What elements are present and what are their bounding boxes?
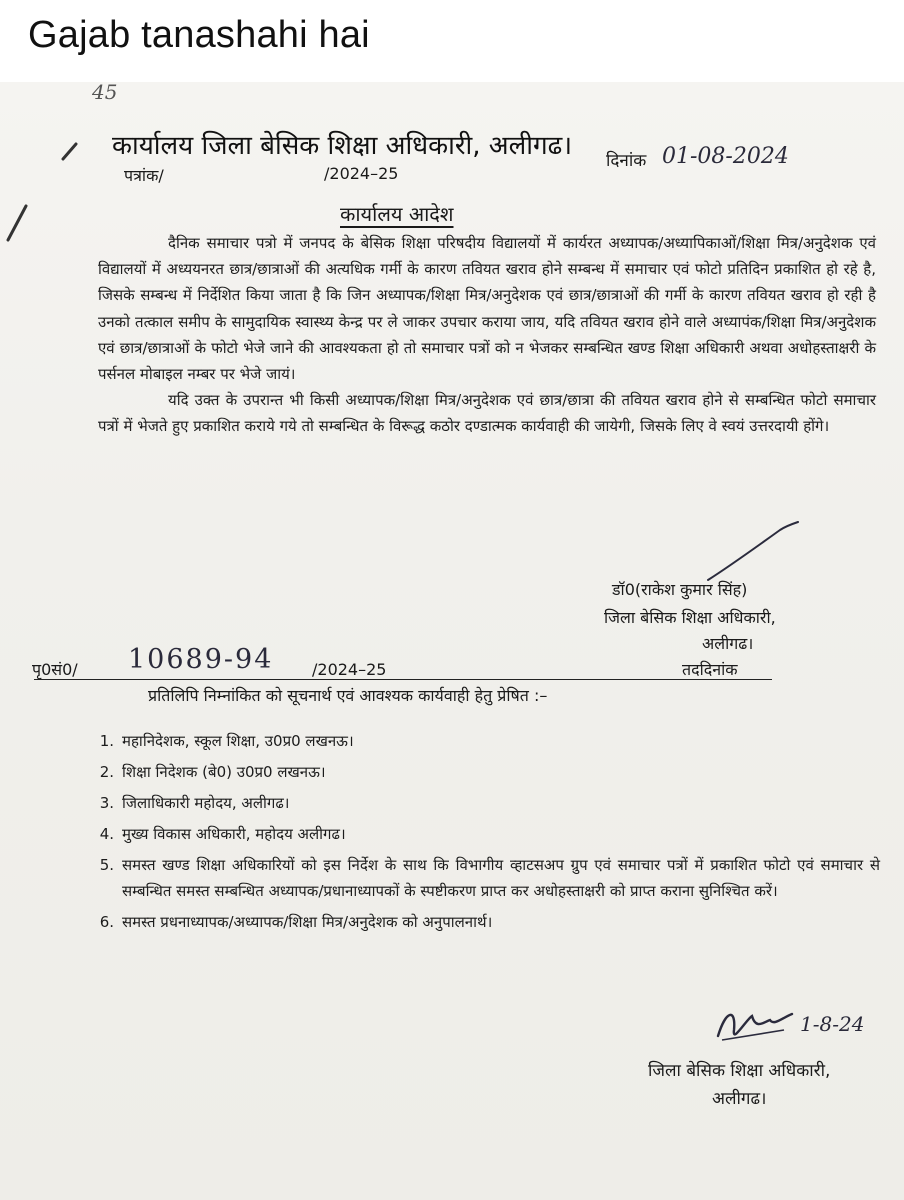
order-body xyxy=(98,230,876,440)
list-item-number: 4. xyxy=(99,825,114,843)
date-value: 01-08-2024 xyxy=(662,144,789,169)
margin-tick-mark xyxy=(60,140,80,162)
list-item xyxy=(80,790,880,816)
list-item-text: समस्त प्रधनाध्यापक/अध्यापक/शिक्षा मित्र/अनुदेशक को अनुपालनार्थ। xyxy=(122,913,493,931)
copy-intro: प्रतिलिपि निम्नांकित को सूचनार्थ एवं आवश्यक कार्यवाही हेतु प्रेषित :– xyxy=(148,686,548,705)
list-item xyxy=(80,909,880,935)
scanned-document xyxy=(0,82,904,1200)
list-item-number: 2. xyxy=(99,763,114,781)
list-item-number: 1. xyxy=(99,732,114,750)
order-paragraph-2: यदि उक्त के उपरान्त भी किसी अध्यापक/शिक्षा मित्र/अनुदेशक एवं छात्र/छात्रा की तवियत खराव होने से सम्बन्धित फोटो समाचार पत्रों में भेजते हुए प्रकाशित कराये गये तो सम्बन्धित के विरूद्ध कठोर दण्डात्मक कार्यवाही की जायेगी, जिसके लिए वे स्वयं उत्तरदायी होंगे। xyxy=(98,391,876,436)
list-item-number: 6. xyxy=(99,913,114,931)
list-item xyxy=(80,852,880,904)
endorsement-label: पृ0सं0/ xyxy=(32,660,78,679)
list-item xyxy=(80,759,880,785)
list-item-text: महानिदेशक, स्कूल शिक्षा, उ0प्र0 लखनऊ। xyxy=(122,732,354,750)
signatory-name: डॉ0(राकेश कुमार सिंह) xyxy=(612,580,748,599)
patrank-year: /2024–25 xyxy=(324,164,399,183)
post-caption: Gajab tanashahi hai xyxy=(28,14,370,56)
list-item xyxy=(80,821,880,847)
footer-signature xyxy=(712,1000,798,1050)
signatory-title: जिला बेसिक शिक्षा अधिकारी, xyxy=(604,608,776,627)
list-item-text: शिक्षा निदेशक (बे0) उ0प्र0 लखनऊ। xyxy=(122,763,326,781)
footer-title: जिला बेसिक शिक्षा अधिकारी, xyxy=(648,1061,831,1081)
endorsement-date: तददिनांक xyxy=(682,660,738,679)
footer-signature-date: 1-8-24 xyxy=(800,1012,865,1036)
signatory-place: अलीगढ। xyxy=(702,634,754,653)
list-item xyxy=(80,728,880,754)
order-paragraph-1: दैनिक समाचार पत्रो में जनपद के बेसिक शिक्षा परिषदीय विद्यालयों में कार्यरत अध्यापक/अध्यापिकाओं/शिक्षा मित्र/अनुदेशक एवं विद्यालयों में अध्ययनरत छात्र/छात्राओं की अत्यधिक गर्मी के कारण तवियत खराव होने सम्बन्ध में समाचार एवं फोटो प्रतिदिन प्रकाशित हो रहे है, जिसके सम्बन्ध में निर्देशित किया जाता है कि जिन अध्यापक/शिक्षा मित्र/अनुदेशक एवं छात्र/छात्राओं की गर्मी के कारण तवियत खराव हो रही है उनको तत्काल समीप के सामुदायिक स्वास्थ्य केन्द्र पर ले जाकर उपचार कराया जाय, यदि तवियत खराव होने वाले अध्यापंक/शिक्षा मित्र/अनुदेशक एवं छात्र/छात्राओं के फोटो भेजे जाने की आवश्यकता हो तो समाचार पत्रों को न भेजकर सम्बन्धित खण्ड शिक्षा अधिकारी अथवा अधोहस्ताक्षरी के पर्सनल मोबाइल नम्बर पर भेजे जायं। xyxy=(98,234,876,384)
list-item-text: जिलाधिकारी महोदय, अलीगढ। xyxy=(122,794,290,812)
endorsement-underline xyxy=(34,679,772,680)
endorsement-year: /2024–25 xyxy=(312,660,387,679)
list-item-text: समस्त खण्ड शिक्षा अधिकारियों को इस निर्देश के साथ कि विभागीय व्हाटसअप ग्रुप एवं समाचार पत्रों में प्रकाशित फोटो एवं समाचार से सम्बन्धित समस्त सम्बन्धित अध्यापक/प्रधानाध्यापकों के स्पष्टीकरण प्राप्त कर अधोहस्ताक्षरी को प्राप्त कराना सुनिश्चित करें। xyxy=(122,856,880,900)
list-item-number: 3. xyxy=(99,794,114,812)
office-heading: कार्यालय जिला बेसिक शिक्षा अधिकारी, अलीगढ। xyxy=(112,131,573,161)
margin-slash-mark xyxy=(2,200,32,244)
footer-place: अलीगढ। xyxy=(712,1089,767,1109)
list-item-number: 5. xyxy=(99,856,114,874)
date-label: दिनांक xyxy=(606,151,647,171)
recipient-list xyxy=(80,728,880,940)
list-item-text: मुख्य विकास अधिकारी, महोदय अलीगढ। xyxy=(122,825,346,843)
patrank-label: पत्रांक/ xyxy=(124,166,164,185)
order-title: कार्यालय आदेश xyxy=(340,202,454,226)
endorsement-number: 10689-94 xyxy=(128,644,274,675)
corner-mark: 45 xyxy=(92,82,118,104)
